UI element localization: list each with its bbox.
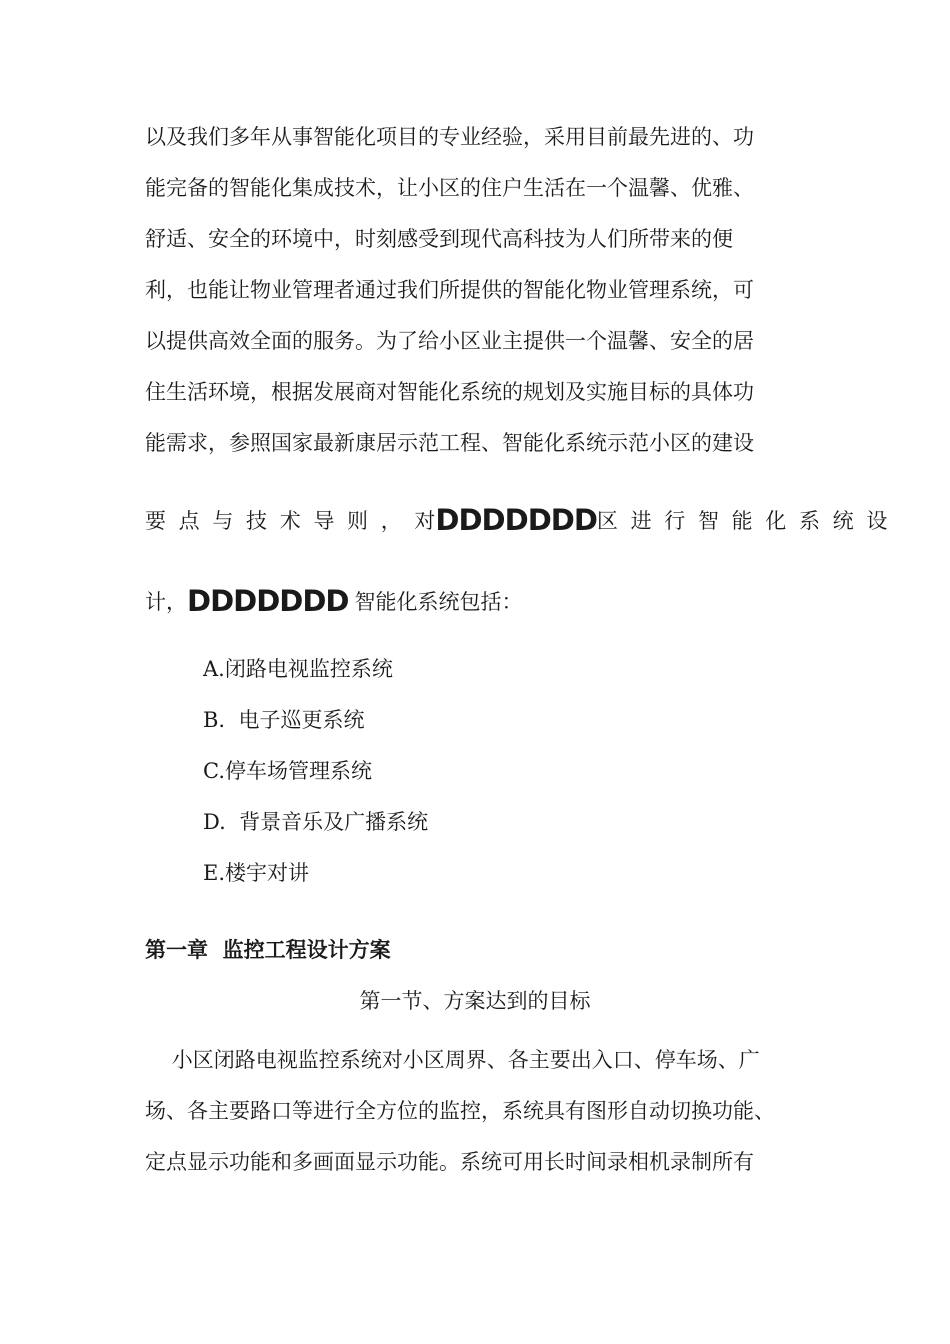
intro-line-9-post: 智能化系统包括：: [354, 590, 523, 614]
intro-line-1: 以及我们多年从事智能化项目的专业经验，采用目前最先进的、功: [145, 125, 754, 149]
list-item: C.停车场管理系统: [203, 759, 372, 783]
intro-line-9-pre: 计，: [145, 590, 187, 614]
intro-line-5: 以提供高效全面的服务。为了给小区业主提供一个温馨、安全的居: [145, 329, 754, 353]
intro-paragraph: [145, 112, 805, 469]
list-item: D. 背景音乐及广播系统: [203, 810, 429, 834]
list-item: B. 电子巡更系统: [203, 708, 365, 732]
section-title: 第一节、方案达到的目标: [359, 989, 591, 1013]
placeholder-mark-2: DDDDDDD: [187, 584, 349, 618]
body-paragraph: [145, 1035, 805, 1188]
body-line-2: 场、各主要路口等进行全方位的监控，系统具有图形自动切换功能、: [145, 1099, 775, 1123]
list-item: A.闭路电视监控系统: [203, 657, 393, 681]
body-line-3: 定点显示功能和多画面显示功能。系统可用长时间录相机录制所有: [145, 1150, 754, 1174]
intro-line-8: [145, 503, 888, 537]
intro-line-7: 能需求，参照国家最新康居示范工程、智能化系统示范小区的建设: [145, 431, 754, 455]
intro-line-2: 能完备的智能化集成技术，让小区的住户生活在一个温馨、优雅、: [145, 176, 754, 200]
list-item: E.楼宇对讲: [203, 861, 310, 885]
placeholder-mark-1: DDDDDDD: [435, 503, 597, 537]
intro-line-8-pre: 要 点 与 技 术 导 则 ， 对: [145, 509, 436, 533]
intro-line-9: [145, 584, 805, 618]
body-line-1: 小区闭路电视监控系统对小区周界、各主要出入口、停车场、广: [145, 1048, 760, 1072]
chapter-title: 第一章 监控工程设计方案: [145, 938, 391, 962]
systems-list: [203, 644, 428, 899]
intro-line-3: 舒适、安全的环境中，时刻感受到现代高科技为人们所带来的便: [145, 227, 733, 251]
intro-line-4: 利，也能让物业管理者通过我们所提供的智能化物业管理系统，可: [145, 278, 754, 302]
intro-line-6: 住生活环境，根据发展商对智能化系统的规划及实施目标的具体功: [145, 380, 754, 404]
intro-line-8-post: 区 进 行 智 能 化 系 统 设: [596, 509, 888, 533]
